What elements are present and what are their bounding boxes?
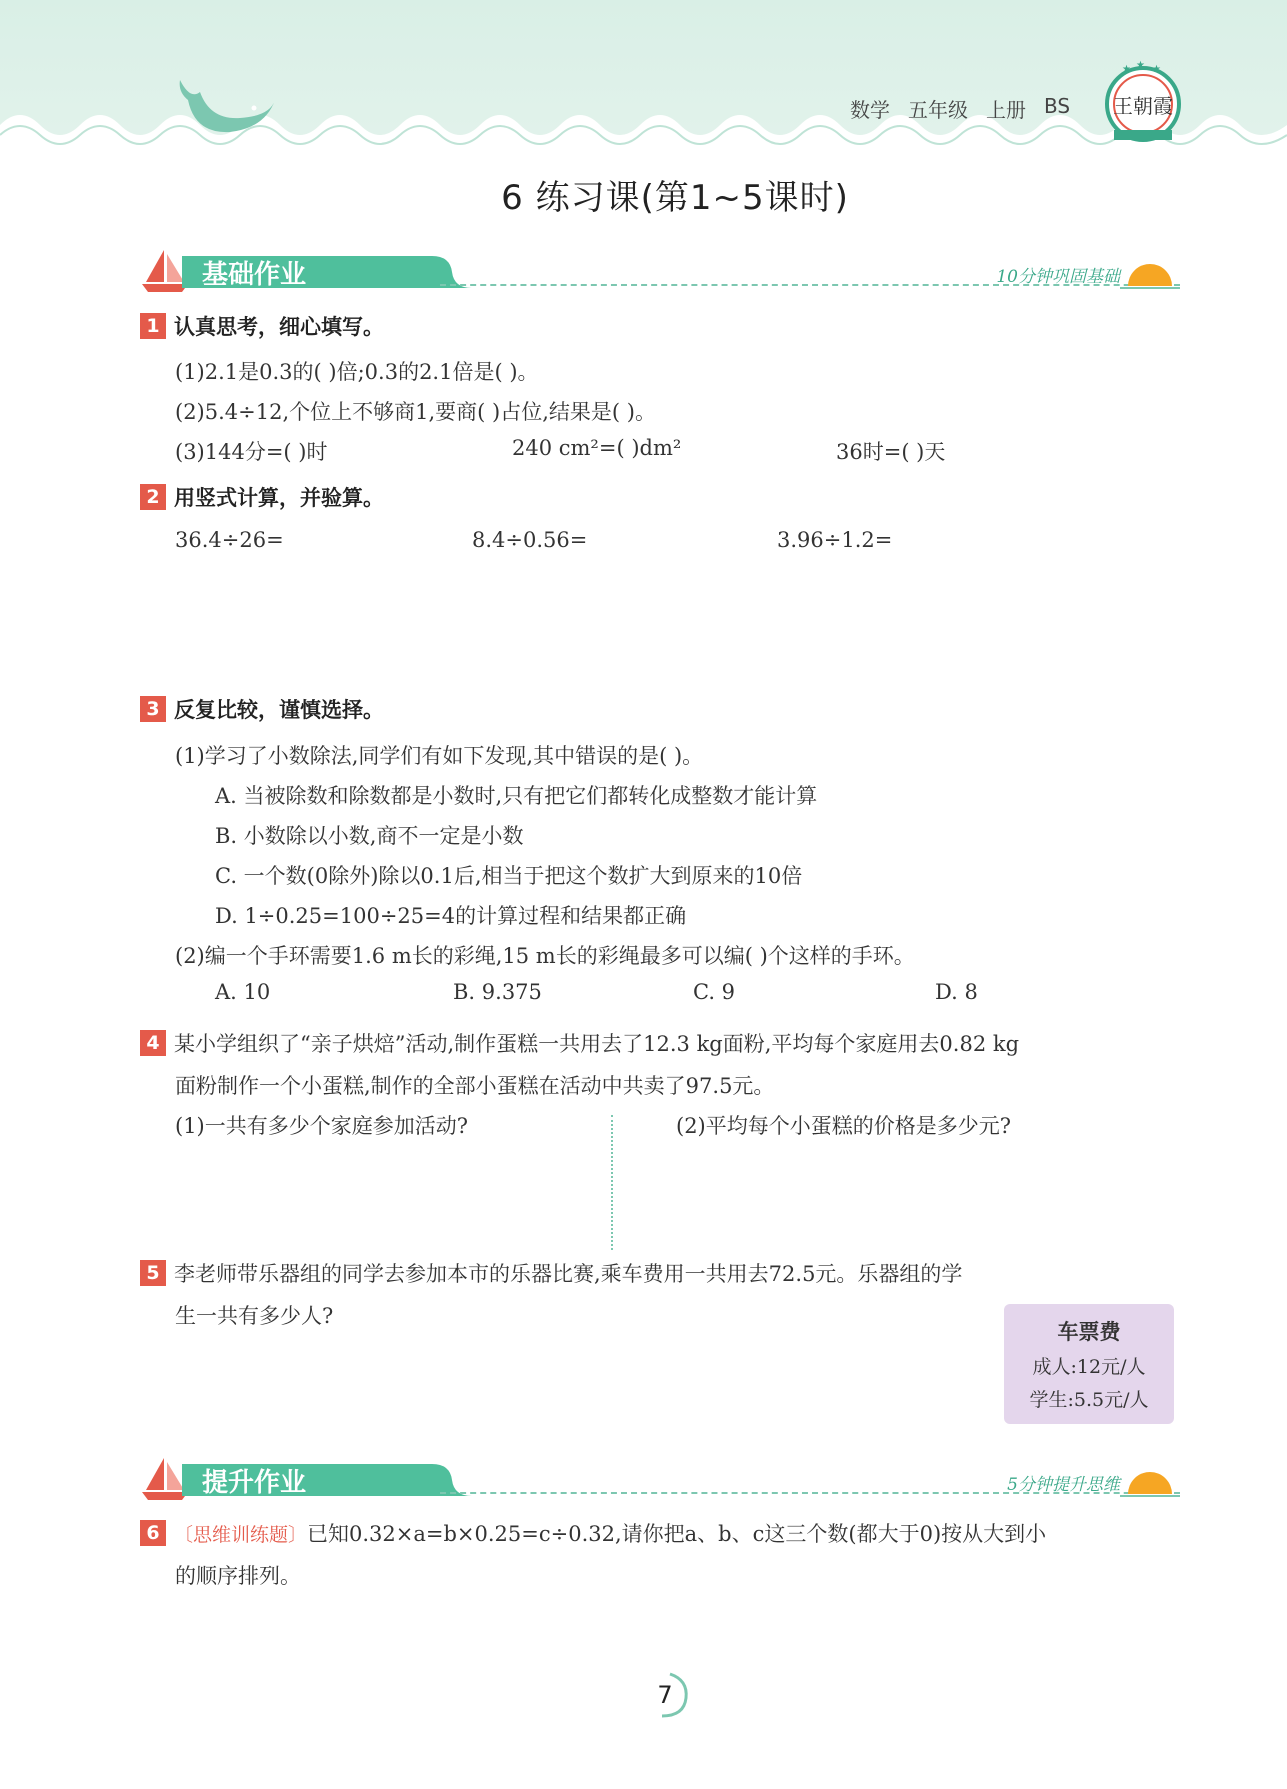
ticket-price-student: 学生:5.5元/人: [1029, 1389, 1149, 1411]
question-4-line-2: 面粉制作一个小蛋糕,制作的全部小蛋糕在活动中共卖了97.5元。: [175, 1074, 775, 1098]
brand-logo: [1100, 58, 1186, 148]
q2-expression-2: 8.4÷0.56=: [472, 528, 588, 552]
book-meta: [850, 94, 1070, 123]
question-5-line-1: [140, 1254, 1180, 1294]
question-4-text-1: 某小学组织了“亲子烘焙”活动,制作蛋糕一共用去了12.3 kg面粉,平均每个家庭用去0.82 kg: [174, 1032, 1020, 1056]
sunset-icon: [1120, 256, 1180, 292]
page-number: [640, 1670, 690, 1720]
section-basic-label-bg: [182, 252, 492, 288]
question-6-line-2: 的顺序排列。: [175, 1564, 301, 1588]
subject-label: 数学: [850, 98, 890, 122]
question-number: 4: [140, 1030, 166, 1056]
question-4-line-1: [140, 1024, 1180, 1064]
question-3-heading: [140, 690, 1180, 730]
q1-line-3c: 36时=( )天: [836, 440, 946, 464]
question-number: 3: [140, 696, 166, 722]
q3-option-d: D. 1÷0.25=100÷25=4的计算过程和结果都正确: [215, 904, 687, 928]
question-6-text-1: 已知0.32×a=b×0.25=c÷0.32,请你把a、b、c这三个数(都大于0)按从大到小: [307, 1522, 1047, 1546]
q3-option-b: B. 小数除以小数,商不一定是小数: [215, 824, 524, 848]
q3-option-a: A. 当被除数和除数都是小数时,只有把它们都转化成整数才能计算: [215, 784, 818, 808]
question-number: 5: [140, 1260, 166, 1286]
q4-subquestion-2: (2)平均每个小蛋糕的价格是多少元?: [676, 1114, 1012, 1138]
q4-subquestion-1: (1)一共有多少个家庭参加活动?: [175, 1114, 469, 1138]
question-3-instruction: 反复比较，谨慎选择。: [174, 698, 384, 722]
question-6-line-1: [140, 1514, 1180, 1555]
q3-part-2-option-d: D. 8: [935, 980, 978, 1004]
q3-part-2: (2)编一个手环需要1.6 m长的彩绳,15 m长的彩绳最多可以编( )个这样的手环。: [175, 944, 915, 968]
svg-text:★: ★: [1136, 60, 1145, 71]
grade-label: 五年级: [908, 98, 968, 122]
q1-line-1: (1)2.1是0.3的( )倍;0.3的2.1倍是( )。: [175, 360, 539, 384]
whale-icon: [170, 70, 280, 140]
section-advanced-banner: [140, 1456, 1180, 1502]
section-advanced-label: 提升作业: [202, 1468, 307, 1498]
question-2-instruction: 用竖式计算，并验算。: [174, 486, 384, 510]
question-1-instruction: 认真思考，细心填写。: [174, 315, 384, 339]
q3-part-2-option-c: C. 9: [693, 980, 736, 1004]
page-number-text: 7: [657, 1681, 673, 1709]
ticket-price-box: [1004, 1304, 1174, 1424]
question-5-text-1: 李老师带乐器组的同学去参加本市的乐器比赛,乘车费用一共用去72.5元。乐器组的学: [174, 1262, 963, 1286]
edition-label: BS: [1044, 94, 1071, 118]
svg-text:★: ★: [1122, 64, 1131, 75]
ticket-price-adult: 成人:12元/人: [1032, 1356, 1146, 1378]
question-5-line-2: 生一共有多少人?: [175, 1304, 334, 1328]
svg-text:★: ★: [1152, 64, 1161, 75]
q2-expression-3: 3.96÷1.2=: [777, 528, 893, 552]
question-number: 2: [140, 484, 166, 510]
ticket-price-title: 车票费: [1057, 1320, 1121, 1344]
question-1-heading: [140, 307, 1180, 347]
q2-expression-1: 36.4÷26=: [175, 528, 284, 552]
q1-line-3b: 240 cm²=( )dm²: [512, 436, 682, 460]
section-basic-label: 基础作业: [202, 260, 307, 290]
question-number: 1: [140, 313, 166, 339]
q3-part-2-option-b: B. 9.375: [453, 980, 542, 1004]
sunset-icon: [1120, 1464, 1180, 1500]
question-number: 6: [140, 1520, 166, 1546]
section-basic-note: 10分钟巩固基础: [996, 267, 1120, 287]
q3-part-1: (1)学习了小数除法,同学们有如下发现,其中错误的是( )。: [175, 744, 704, 768]
q3-option-c: C. 一个数(0除外)除以0.1后,相当于把这个数扩大到原来的10倍: [215, 864, 803, 888]
section-basic-banner: [140, 248, 1180, 294]
question-6-tag: 〔思维训练题〕: [174, 1524, 308, 1546]
page-title: 6 练习课(第1~5课时): [501, 178, 849, 218]
section-advanced-note: 5分钟提升思维: [1007, 1475, 1120, 1495]
q1-line-3a: (3)144分=( )时: [175, 440, 328, 464]
volume-label: 上册: [986, 98, 1026, 122]
svg-text:王朝霞: 王朝霞: [1113, 94, 1173, 118]
q1-line-2: (2)5.4÷12,个位上不够商1,要商( )占位,结果是( )。: [175, 400, 656, 424]
q3-part-2-option-a: A. 10: [215, 980, 271, 1004]
section-advanced-label-bg: [182, 1460, 492, 1496]
question-2-heading: [140, 478, 1180, 518]
answer-divider: [611, 1115, 613, 1250]
